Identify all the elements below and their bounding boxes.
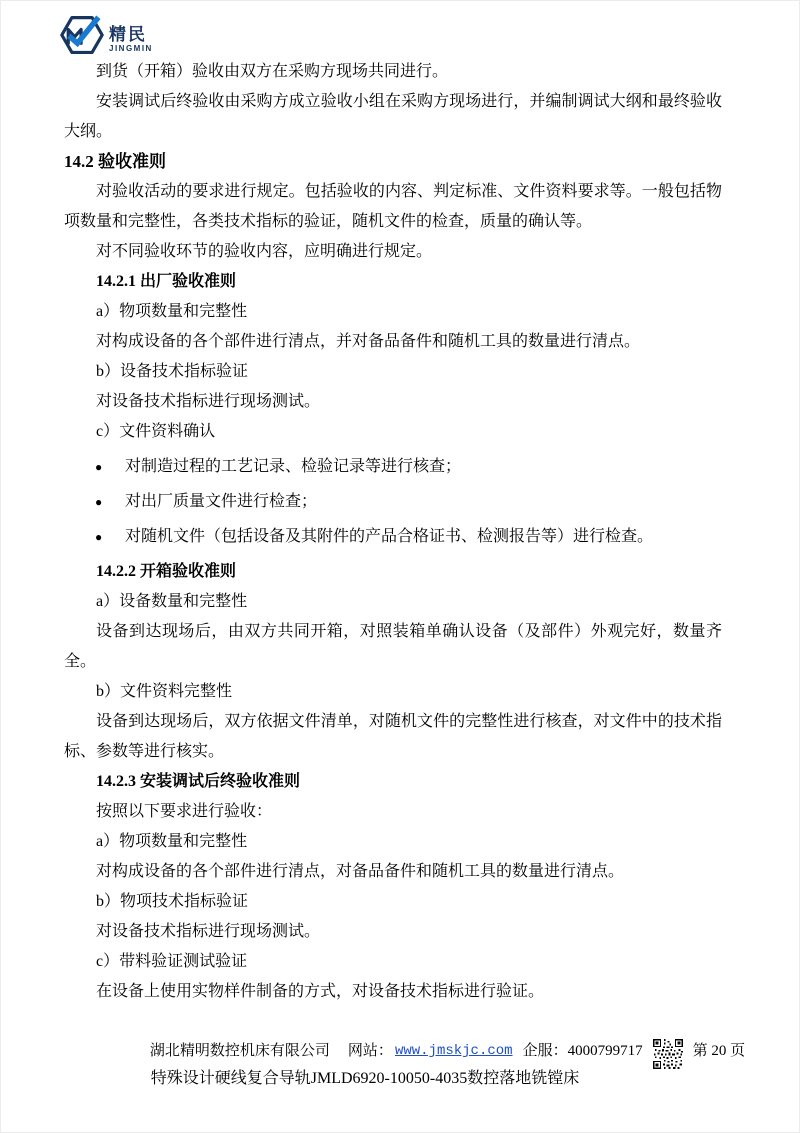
bullet-item: ● 对制造过程的工艺记录、检验记录等进行核查； [64,452,722,482]
paragraph: 按照以下要求进行验收： [96,803,273,820]
paragraph: 对设备技术指标进行现场测试。 [96,393,321,410]
subsection-heading: 14.2.1 出厂验收准则 [96,273,237,290]
paragraph: 设备到达现场后，双方依据文件清单，对随机文件的完整性进行核查，对文件中的技术指标、参数等进行核实。 [64,713,722,760]
list-item-c: c）文件资料确认 [96,423,216,440]
qr-code-icon [653,1039,683,1069]
footer-info-line [0,1039,800,1069]
paragraph: 在设备上使用实物样件制备的方式，对设备技术指标进行验证。 [96,983,545,1000]
service-label: 企服： [522,1043,568,1059]
subsection-heading: 14.2.3 安装调试后终验收准则 [96,773,301,790]
list-item-a: a）物项数量和完整性 [96,303,248,320]
paragraph: 对验收活动的要求进行规定。包括验收的内容、判定标准、文件资料要求等。一般包括物项数量和完整性，各类技术指标的验证，随机文件的检查，质量的确认等。 [64,183,722,230]
document-title: 特殊设计硬线复合导轨JMLD6920-10050-4035数控落地铣镗床 [150,1070,580,1087]
paragraph: 对不同验收环节的验收内容，应明确进行规定。 [96,243,433,260]
paragraph: 安装调试后终验收由采购方成立验收小组在采购方现场进行，并编制调试大纲和最终验收大纲。 [64,93,722,140]
document-body [64,57,722,1007]
logo-text [109,26,153,53]
logo-hexagon-icon [60,13,104,57]
subsection-heading: 14.2.2 开箱验收准则 [96,563,237,580]
brand-name-cn: 精民 [109,24,147,44]
brand-name-en: JINGMIN [109,43,153,53]
section-heading: 14.2 验收准则 [64,152,166,171]
list-item-b: b）设备技术指标验证 [96,363,249,380]
list-item-a: a）物项数量和完整性 [96,833,248,850]
bullet-item: ● 对随机文件（包括设备及其附件的产品合格证书、检测报告等）进行检查。 [64,522,722,552]
list-item-b: b）文件资料完整性 [96,683,233,700]
paragraph: 设备到达现场后，由双方共同开箱，对照装箱单确认设备（及部件）外观完好，数量齐全。 [64,623,722,670]
bullet-item: ● 对出厂质量文件进行检查； [64,487,722,517]
bullet-list [64,452,722,552]
list-item-c: c）带料验证测试验证 [96,953,248,970]
paragraph: 对设备技术指标进行现场测试。 [96,923,321,940]
page-number: 第 20 页 [692,1043,746,1059]
paragraph: 对构成设备的各个部件进行清点，并对备品备件和随机工具的数量进行清点。 [96,333,641,350]
service-phone: 4000799717 [567,1043,643,1059]
page-footer [0,1039,800,1091]
paragraph: 到货（开箱）验收由双方在采购方现场共同进行。 [96,63,449,80]
company-logo [60,13,153,57]
list-item-b: b）物项技术指标验证 [96,893,249,910]
website-label: 网站： [347,1043,393,1059]
paragraph: 对构成设备的各个部件进行清点，对备品备件和随机工具的数量进行清点。 [96,863,625,880]
website-link[interactable]: www.jmskjc.com [394,1043,513,1059]
company-name: 湖北精明数控机床有限公司 [149,1043,330,1059]
list-item-a: a）设备数量和完整性 [96,593,248,610]
